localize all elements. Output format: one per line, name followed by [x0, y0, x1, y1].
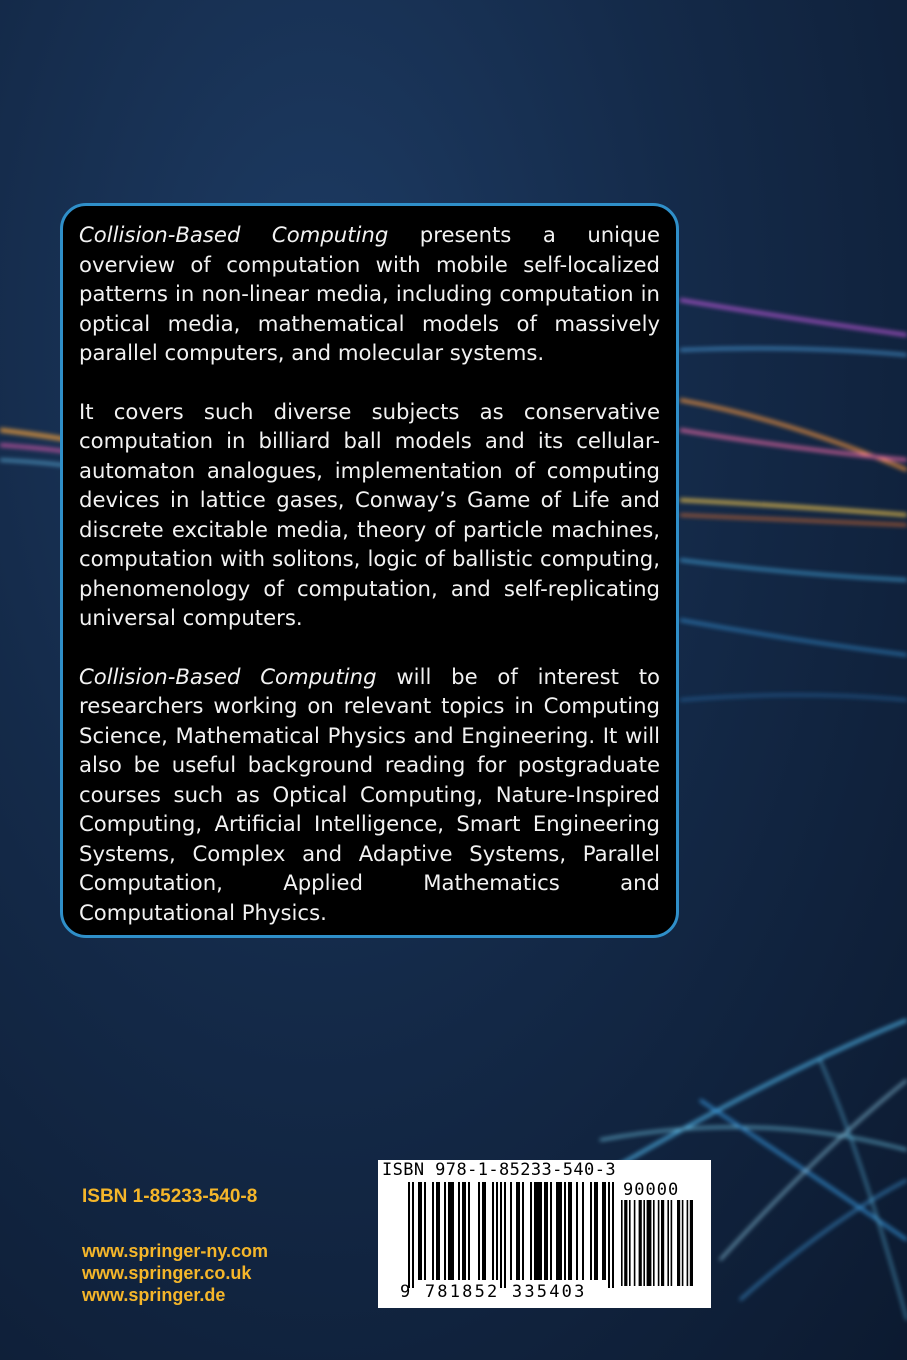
barcode-bar [564, 1182, 566, 1280]
barcode-bars-addon [621, 1200, 705, 1290]
blurb-paragraph-2: It covers such diverse subjects as conservative computation in billiard ball models and its cellular-automaton analogues, implementation of computing devices in lattice gases, Conway’s Game of Life and discrete excitable media, theory of particle machines, computation with solitons, logic of ballistic computing, phenomenology of computation, and self-replicating universal computers. [79, 398, 660, 630]
barcode-bar [444, 1182, 446, 1280]
barcode-bar [634, 1200, 636, 1286]
barcode-bar [576, 1182, 578, 1280]
barcode-bar [658, 1200, 660, 1286]
barcode-bar [462, 1182, 466, 1280]
barcode-bar [629, 1200, 631, 1286]
barcode-bar [582, 1182, 584, 1280]
barcode-bar [510, 1182, 512, 1280]
barcode-bar [621, 1200, 623, 1286]
blurb-paragraph-1-text: presents a unique overview of computation with mobile self-localized patterns in non-linear media, including computation in optical media, mathematical models of massively parallel computers, and molecular systems. [79, 222, 660, 365]
barcode-bar [677, 1200, 680, 1286]
barcode-bar [522, 1182, 524, 1280]
barcode-bar [492, 1182, 494, 1280]
barcode-bar [468, 1182, 470, 1280]
book-title-italic: Collision-Based Computing [79, 663, 377, 689]
barcode-bar [682, 1200, 684, 1286]
barcode-bar [667, 1200, 669, 1286]
blurb-paragraph-1 [79, 220, 660, 368]
barcode-bar [436, 1182, 440, 1280]
barcode-box [378, 1160, 711, 1308]
barcode-bar [544, 1182, 548, 1280]
barcode-bar [556, 1182, 562, 1280]
barcode-bar [602, 1182, 606, 1280]
barcode-bars-main [408, 1182, 614, 1290]
blurb-box [60, 203, 679, 938]
url-springer-de: www.springer.de [82, 1285, 226, 1305]
barcode-bar [500, 1182, 502, 1288]
isbn-label: ISBN 1-85233-540-8 [82, 1186, 258, 1207]
barcode-bar [671, 1200, 673, 1286]
barcode-bar [647, 1200, 652, 1286]
barcode-bar [550, 1182, 552, 1280]
barcode-bar [661, 1200, 664, 1286]
barcode-bar [590, 1182, 592, 1280]
barcode-bar [594, 1182, 598, 1280]
barcode-bar [516, 1182, 520, 1280]
barcode-bar [424, 1182, 426, 1280]
barcode-bar [534, 1182, 542, 1280]
url-springer-ny: www.springer-ny.com [82, 1241, 269, 1261]
barcode-bar [653, 1200, 655, 1286]
barcode-bar [624, 1200, 627, 1286]
barcode-bar [643, 1200, 645, 1286]
barcode-bar [496, 1182, 498, 1280]
barcode-bar [482, 1182, 486, 1280]
barcode-bar [687, 1200, 689, 1286]
barcode-bar [568, 1182, 572, 1280]
barcode-bar [608, 1182, 610, 1288]
barcode-digits: 9 781852 335403 [400, 1282, 587, 1302]
barcode-bar [448, 1182, 454, 1280]
blurb-paragraph-3-text: will be of interest to researchers working on relevant topics in Computing Science, Mathematical Physics and Engineering. It will also be useful background reading for postgraduate courses such as Optical Computing, Nature-Inspired Computing, Artificial Intelligence, Smart Engineering Systems, Complex and Adaptive Systems, Parallel Computation, Applied Mathematics and Computational Physics. [79, 663, 660, 925]
barcode-bar [478, 1182, 480, 1280]
barcode-bar [432, 1182, 434, 1280]
barcode-bar [418, 1182, 422, 1280]
book-title-italic: Collision-Based Computing [79, 222, 389, 247]
barcode-isbn-label: ISBN 978-1-85233-540-3 [382, 1160, 616, 1180]
barcode-price-code: 90000 [623, 1180, 680, 1200]
barcode-bar [504, 1182, 506, 1288]
barcode-bar [530, 1182, 532, 1280]
barcode-bar [412, 1182, 414, 1288]
barcode-bar [690, 1200, 693, 1286]
barcode-bar [408, 1182, 410, 1288]
blurb-paragraph-3 [79, 662, 660, 928]
barcode-bar [639, 1200, 642, 1286]
barcode-bar [458, 1182, 460, 1280]
publisher-urls [82, 1240, 268, 1306]
url-springer-uk: www.springer.co.uk [82, 1263, 252, 1283]
barcode-bar [612, 1182, 614, 1288]
